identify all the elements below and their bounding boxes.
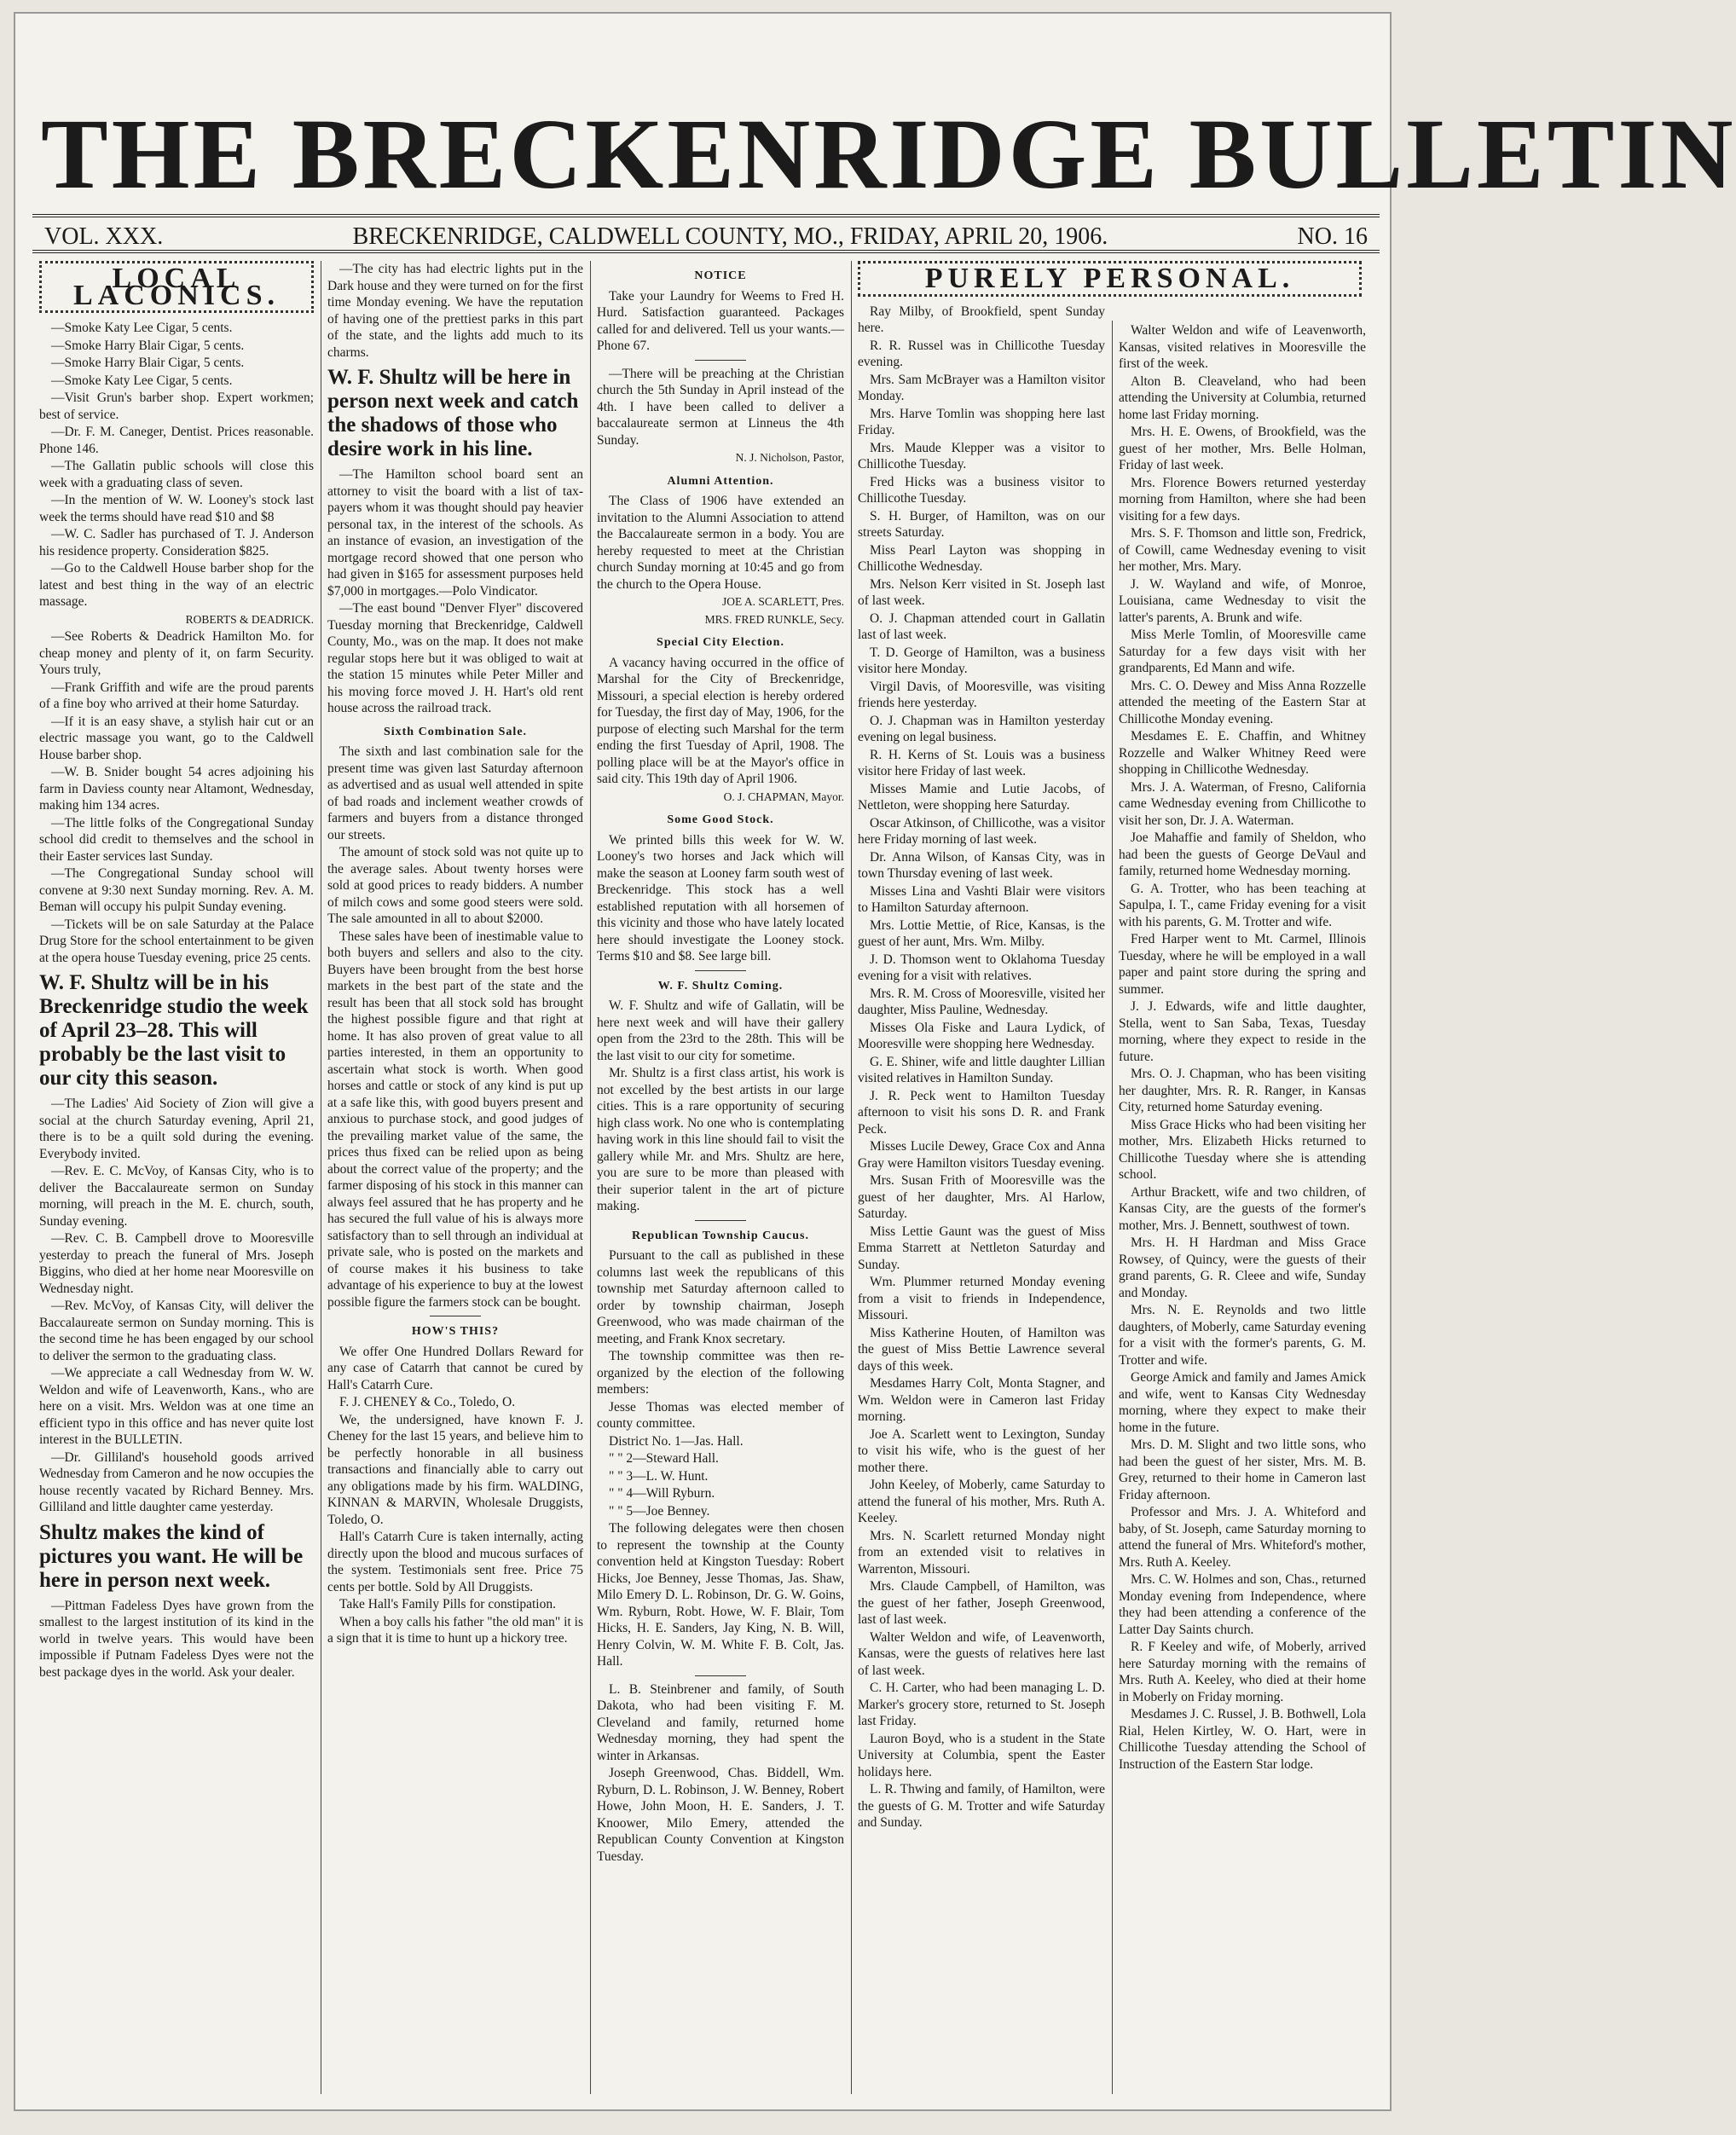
- personal-item: Joe Mahaffie and family of Sheldon, who had been the guests of George DeVaul and family, returned home Wednesday morning.: [1119, 830, 1366, 878]
- local-item: —The Congregational Sunday school will convene at 9:30 next Sunday morning. Rev. A. M. Beman will occupy his pulpit Sunday evening.: [39, 866, 314, 914]
- local-item: —The little folks of the Congregational Sunday school did credit to themselves and the school in their Easter services last Sunday.: [39, 815, 314, 864]
- divider: [695, 970, 746, 971]
- local-item: —Go to the Caldwell House barber shop for the latest and best thing in the way of an electric massage.: [39, 561, 314, 609]
- article-paragraph: —There will be preaching at the Christian church the 5th Sunday in April instead of the 4th. I have been called to deliver a baccalaureate sermon at Linneus the 4th Sunday.: [597, 366, 844, 448]
- article-paragraph: We, the undersigned, have known F. J. Cheney for the last 15 years, and believe him to be perfectly honorable in all business transactions and financially able to carry out any obligations made by his firm. WALDING, KINNAN & MARVIN, Wholesale Druggists, Toledo, O.: [327, 1412, 583, 1527]
- article-paragraph: The township committee was then re-organized by the election of the following members:: [597, 1349, 844, 1397]
- personal-item: Fred Harper went to Mt. Carmel, Illinois Tuesday, where he will be employed in a wall paper and paint store during the spring and summer.: [1119, 932, 1366, 997]
- personal-item: Virgil Davis, of Mooresville, was visiting friends here yesterday.: [858, 679, 1105, 710]
- personal-item: Professor and Mrs. J. A. Whiteford and baby, of St. Joseph, came Saturday morning to attend the funeral of Mrs. Whiteford's mother, Mrs. Ruth A. Keeley.: [1119, 1505, 1366, 1570]
- local-item: —The Ladies' Aid Society of Zion will give a social at the church Saturday evening, April 21, there is to be a quilt sold during the evening. Everybody invited.: [39, 1096, 314, 1161]
- local-item: —Smoke Harry Blair Cigar, 5 cents.: [51, 338, 245, 353]
- local-item: —The east bound "Denver Flyer" discovered Tuesday morning that Breckenridge, Caldwell County, Mo., was on the map. It does not make regular stops here but it was obliged to wait at the station 15 minutes while Peter Miller and his moving force moved J. H. Hart's old rent house across the railroad track.: [327, 601, 583, 715]
- issue-number-label: NO. 16: [1297, 223, 1368, 250]
- personal-item: Mesdames E. E. Chaffin, and Whitney Rozzelle and Walker Whitney Reed were shopping in Chillicothe Wednesday.: [1119, 729, 1366, 777]
- signature: N. J. Nicholson, Pastor,: [735, 451, 844, 464]
- signature: ROBERTS & DEADRICK.: [185, 612, 314, 626]
- personal-item: Mrs. C. O. Dewey and Miss Anna Rozzelle attended the meeting of the Eastern Star at Chillicothe Monday evening.: [1119, 678, 1366, 726]
- local-item: —Tickets will be on sale Saturday at the Palace Drug Store for the school entertainment to be given at the opera house Tuesday evening, price 25 cents.: [39, 917, 314, 965]
- local-item: —If it is an easy shave, a stylish hair cut or an electric massage you want, go to the Caldwell House barber shop.: [39, 714, 314, 762]
- personal-item: Mrs. J. A. Waterman, of Fresno, California came Wednesday evening from Chillicothe to visit her son, Dr. J. A. Waterman.: [1119, 779, 1366, 828]
- article-paragraph: Mr. Shultz is a first class artist, his work is not excelled by the best artists in our large cities. This is a rare opportunity of securing high class work. No one who is contemplating having work in this line should fail to visit the gallery while Mr. and Mrs. Shultz are here, you are sure to be more than pleased with their superior talent in the art of picture making.: [597, 1066, 844, 1213]
- personal-item: Mrs. Florence Bowers returned yesterday morning from Hamilton, where she had been visiting for a few days.: [1119, 475, 1366, 524]
- col5-paragraphs: [1119, 322, 1366, 1773]
- article-paragraph: Joseph Greenwood, Chas. Biddell, Wm. Ryburn, D. L. Robinson, J. W. Benney, Robert Howe, John Moon, H. E. Sanders, J. T. Knoower, Milo Emery, attended the Republican County Convention at Kingston Tuesday.: [597, 1766, 844, 1864]
- personal-item: Walter Weldon and wife, of Leavenworth, Kansas, were the guests of relatives here last of last week.: [858, 1629, 1105, 1678]
- personal-item: Lauron Boyd, who is a student in the State University at Columbia, spent the Easter holidays here.: [858, 1731, 1105, 1779]
- personal-item: Mrs. Nelson Kerr visited in St. Joseph last of last week.: [858, 576, 1105, 608]
- personal-item: Mrs. S. F. Thomson and little son, Fredrick, of Cowill, came Wednesday evening to visit her mother, Mrs. Mary.: [1119, 526, 1366, 574]
- dateline: [32, 214, 1380, 253]
- local-item: —Rev. E. C. McVoy, of Kansas City, who is to deliver the Baccalaureate sermon on Sunday morning, will preach in the M. E. church, south, Sunday evening.: [39, 1164, 314, 1229]
- purely-personal-heading: PURELY PERSONAL.: [858, 261, 1362, 297]
- personal-item: Mrs. H. H Hardman and Miss Grace Rowsey, of Quincy, were the guests of their grand parents, G. R. Cleee and wife, Sunday and Monday.: [1119, 1235, 1366, 1300]
- col1-paragraphs: [39, 320, 314, 1681]
- personal-item: R. F Keeley and wife, of Moberly, arrived here Saturday morning with the remains of Mrs. Ruth A. Keeley, who died at their home in Moberly on Friday morning.: [1119, 1640, 1366, 1704]
- personal-item: Fred Hicks was a business visitor to Chillicothe Tuesday.: [858, 474, 1105, 506]
- local-item: —Frank Griffith and wife are the proud parents of a fine boy who arrived at their home Saturday.: [39, 680, 314, 711]
- personal-item: R. R. Russel was in Chillicothe Tuesday evening.: [858, 338, 1105, 369]
- shultz-ad: W. F. Shultz will be here in person next week and catch the shadows of those who desire work in his line.: [327, 366, 579, 460]
- district-line: " " 2—Steward Hall.: [609, 1451, 719, 1466]
- local-item: —Rev. McVoy, of Kansas City, will deliver the Baccalaureate sermon on Sunday morning. This is the second time he has been engaged by our school to deliver the sermon to the graduating class.: [39, 1299, 314, 1363]
- personal-item: Walter Weldon and wife of Leavenworth, Kansas, visited relatives in Mooresville the first of the week.: [1119, 323, 1366, 371]
- section-heading: Special City Election.: [657, 636, 784, 649]
- personal-item: Mrs. C. W. Holmes and son, Chas., returned Monday evening from Independence, where they had been attending a conference of the Latter Day Saints church.: [1119, 1572, 1366, 1637]
- col2-paragraphs: [327, 261, 583, 1647]
- personal-item: R. H. Kerns of St. Louis was a business visitor here Friday of last week.: [858, 747, 1105, 778]
- personal-item: L. R. Thwing and family, of Hamilton, were the guests of G. M. Trotter and wife Saturday and Sunday.: [858, 1782, 1105, 1830]
- district-line: " " 5—Joe Benney.: [609, 1503, 710, 1519]
- local-item: —We appreciate a call Wednesday from W. W. Weldon and wife of Leavenworth, Kans., who are here on a visit. Mrs. Weldon was at one time an efficient typo in this office and has never quite lost interest in the BULLETIN.: [39, 1366, 314, 1447]
- local-item: —Smoke Katy Lee Cigar, 5 cents.: [51, 373, 233, 388]
- personal-item: Alton B. Cleaveland, who had been attending the University at Columbia, returned home last Friday morning.: [1119, 373, 1366, 422]
- column-rule: [590, 261, 591, 2094]
- article-paragraph: F. J. CHENEY & Co., Toledo, O.: [339, 1395, 516, 1409]
- article-paragraph: The Class of 1906 have extended an invitation to the Alumni Association to attend the Baccalaureate sermon in a body. You are hereby requested to meet at the Christian church Sunday morning at 10:45 and go from the church to the Opera House.: [597, 494, 844, 592]
- volume-label: VOL. XXX.: [44, 223, 164, 250]
- local-item: —Dr. F. M. Caneger, Dentist. Prices reasonable. Phone 146.: [39, 425, 314, 456]
- column-rule: [851, 261, 852, 2094]
- personal-item: Misses Lina and Vashti Blair were visitors to Hamilton Saturday afternoon.: [858, 883, 1105, 915]
- divider: [695, 1675, 746, 1676]
- article-paragraph: Jesse Thomas was elected member of county committee.: [597, 1399, 844, 1431]
- personal-item: J. W. Wayland and wife, of Monroe, Louisiana, came Wednesday to visit the latter's parents, A. Brunk and wife.: [1119, 576, 1366, 625]
- signature: MRS. FRED RUNKLE, Secy.: [704, 612, 844, 626]
- personal-item: T. D. George of Hamilton, was a business visitor here Monday.: [858, 645, 1105, 676]
- local-item: —Smoke Katy Lee Cigar, 5 cents.: [51, 321, 233, 335]
- article-paragraph: Pursuant to the call as published in these columns last week the republicans of this township met Saturday afternoon called to order by township chairman, Joseph Greenwood, who was made chairman of the meeting, and Frank Knox secretary.: [597, 1248, 844, 1346]
- article-paragraph: The sixth and last combination sale for the present time was given last Saturday afternoon as advertised and as usual well attended in spite of bad roads and inclement weather crowds of farmers and buyers from a distance thronged our streets.: [327, 744, 583, 842]
- personal-item: Mrs. Maude Klepper was a visitor to Chillicothe Tuesday.: [858, 440, 1105, 472]
- personal-item: O. J. Chapman was in Hamilton yesterday evening on legal business.: [858, 713, 1105, 744]
- local-item: —W. C. Sadler has purchased of T. J. Anderson his residence property. Consideration $825.: [39, 527, 314, 558]
- section-heading: Some Good Stock.: [667, 813, 774, 826]
- local-item: —The Gallatin public schools will close this week with a graduating class of seven.: [39, 459, 314, 490]
- personal-item: Mrs. N. Scarlett returned Monday night from an extended visit to relatives in Warrenton, Missouri.: [858, 1528, 1105, 1577]
- local-item: —Dr. Gilliland's household goods arrived Wednesday from Cameron and he now occupies the house recently vacated by Richard Benney. Mrs. Gilliland and little daughter came yesterday.: [39, 1449, 314, 1514]
- local-item: —Smoke Harry Blair Cigar, 5 cents.: [51, 356, 245, 370]
- article-paragraph: The amount of stock sold was not quite up to the average sales. About twenty horses were sold at good prices to ready bidders. A number of milch cows and some good steers were sold. The sale amounted in all to about $2000.: [327, 845, 583, 926]
- local-item: —The city has had electric lights put in the Dark house and they were turned on for the first time Monday evening. We have the reputation of having one of the prettiest parks in this part of the state, and the lights add much to its charms.: [327, 262, 583, 360]
- masthead-title: THE BRECKENRIDGE BULLETIN: [41, 98, 1736, 210]
- personal-item: C. H. Carter, who had been managing L. D. Marker's grocery store, returned to St. Joseph last Friday.: [858, 1681, 1105, 1728]
- personal-item: Miss Grace Hicks who had been visiting her mother, Mrs. Elizabeth Hicks returned to Chillicothe Tuesday where she is attending school.: [1119, 1117, 1366, 1182]
- personal-item: Arthur Brackett, wife and two children, of Kansas City, are the guests of the former's mother, Mrs. J. Bennett, southwest of town.: [1119, 1184, 1366, 1233]
- divider: [695, 360, 746, 361]
- personal-item: G. A. Trotter, who has been teaching at Sapulpa, I. T., came Friday evening for a visit with his parents, G. M. Trotter and wife.: [1119, 881, 1366, 929]
- district-line: " " 4—Will Ryburn.: [609, 1486, 715, 1501]
- column-3: [597, 261, 844, 2094]
- local-item: —Rev. C. B. Campbell drove to Mooresville yesterday to preach the funeral of Mrs. Joseph Biggins, who died at her home near Mooresville on Wednesday night.: [39, 1231, 314, 1296]
- personal-item: Mrs. N. E. Reynolds and two little daughters, of Moberly, came Saturday evening for a visit with the former's parents, G. M. Trotter and wife.: [1119, 1303, 1366, 1368]
- shultz-ad: Shultz makes the kind of pictures you want. He will be here in person next week.: [39, 1520, 304, 1592]
- article-paragraph: We printed bills this week for W. W. Looney's two horses and Jack which will make the season at Looney farm south west of Breckenridge. This stock has a well established reputation with all horsemen of this vicinity and those who have lately located here should investigate the Looney stock. Terms $10 and $8. See large bill.: [597, 832, 844, 963]
- personal-item: Oscar Atkinson, of Chillicothe, was a visitor here Friday morning of last week.: [858, 815, 1105, 847]
- personal-item: George Amick and family and James Amick and wife, went to Kansas City Wednesday morning, where they expect to make their home in the future.: [1119, 1370, 1366, 1435]
- personal-item: Misses Mamie and Lutie Jacobs, of Nettleton, were shopping here Saturday.: [858, 781, 1105, 813]
- article-paragraph: W. F. Shultz and wife of Gallatin, will be here next week and will have their gallery open from the 23rd to the 28th. This will be the last visit to our city for sometime.: [597, 998, 844, 1063]
- personal-item: Mrs. Sam McBrayer was a Hamilton visitor Monday.: [858, 372, 1105, 403]
- article-paragraph: A vacancy having occurred in the office of Marshal for the City of Breckenridge, Missouri, a special election is hereby ordered for Tuesday, the first day of May, 1906, for the purpose of electing such Marshal for the term ending the first Tuesday of April, 1908. The polling place will be at the Mayor's office in said city. This 19th day of April 1906.: [597, 655, 844, 786]
- shultz-ad: W. F. Shultz will be in his Breckenridge studio the week of April 23–28. This will probably be the last visit to our city this season.: [39, 971, 309, 1090]
- personal-item: Miss Katherine Houten, of Hamilton was the guest of Miss Bettie Lawrence several days of this week.: [858, 1325, 1105, 1374]
- signature: JOE A. SCARLETT, Pres.: [721, 595, 844, 608]
- personal-item: J. R. Peck went to Hamilton Tuesday afternoon to visit his sons D. R. and Frank Peck.: [858, 1088, 1105, 1137]
- personal-item: Mesdames Harry Colt, Monta Stagner, and Wm. Weldon were in Cameron last Friday morning.: [858, 1376, 1105, 1424]
- newspaper-page: [14, 12, 1736, 2111]
- personal-item: John Keeley, of Moberly, came Saturday to attend the funeral of his mother, Mrs. Ruth A. Keeley.: [858, 1478, 1105, 1525]
- personal-item: Misses Lucile Dewey, Grace Cox and Anna Gray were Hamilton visitors Tuesday evening.: [858, 1139, 1105, 1171]
- local-item: —In the mention of W. W. Looney's stock last week the terms should have read $10 and $8: [39, 493, 314, 524]
- local-item: —Pittman Fadeless Dyes have grown from the smallest to the largest institution of its kind in the world in twelve years. This would have been impossible if Putnam Fadeless Dyes were not the best package dyes in the world. Ask your dealer.: [39, 1598, 314, 1680]
- local-item: —Visit Grun's barber shop. Expert workmen; best of service.: [39, 391, 314, 422]
- district-line: District No. 1—Jas. Hall.: [609, 1433, 744, 1449]
- personal-item: Miss Pearl Layton was shopping in Chillicothe Wednesday.: [858, 542, 1105, 574]
- personal-item: Mrs. H. E. Owens, of Brookfield, was the guest of her mother, Mrs. Belle Holman, Friday of last week.: [1119, 425, 1366, 472]
- column-rule: [1112, 321, 1113, 2094]
- col3-paragraphs: [597, 268, 844, 1865]
- personal-item: Mrs. D. M. Slight and two little sons, who had been the guest of her sister, Mrs. M. B. Grey, returned to their home in Cameron last Friday afternoon.: [1119, 1438, 1366, 1502]
- personal-item: Wm. Plummer returned Monday evening from a visit to friends in Independence, Missouri.: [858, 1275, 1105, 1322]
- personal-item: Mrs. Susan Frith of Mooresville was the guest of her daughter, Mrs. Al Harlow, Saturday.: [858, 1173, 1105, 1221]
- local-item: —W. B. Snider bought 54 acres adjoining his farm in Daviess county near Altamont, Wednesday, making him 134 acres.: [39, 765, 314, 813]
- personal-item: J. D. Thomson went to Oklahoma Tuesday evening for a visit with relatives.: [858, 952, 1105, 983]
- article-paragraph: Take your Laundry for Weems to Fred H. Hurd. Satisfaction guaranteed. Packages called for and delivered. Tell us your wants.—Phone 67.: [597, 288, 844, 353]
- section-heading: Alumni Attention.: [667, 474, 774, 488]
- column-2: [327, 261, 583, 2094]
- local-item: —The Hamilton school board sent an attorney to visit the board with a list of tax-payers whom it was thought should pay heavier personal tax, in the interest of the schools. As an instance of evasion, an investigation of the mortgage record showed that one person who had given in $165 for assessment purposes held $7,000 in mortgages.—Polo Vindicator.: [327, 467, 583, 599]
- personal-item: Mrs. O. J. Chapman, who has been visiting her daughter, Mrs. R. R. Ranger, in Kansas City, returned home Saturday evening.: [1119, 1067, 1366, 1114]
- article-paragraph: We offer One Hundred Dollars Reward for any case of Catarrh that cannot be cured by Hall's Catarrh Cure.: [327, 1344, 583, 1392]
- section-heading: Sixth Combination Sale.: [383, 725, 528, 738]
- place-date-label: BRECKENRIDGE, CALDWELL COUNTY, MO., FRIDAY, APRIL 20, 1906.: [352, 223, 1108, 250]
- article-paragraph: Take Hall's Family Pills for constipation.: [339, 1597, 556, 1611]
- personal-item: Miss Merle Tomlin, of Mooresville came Saturday for a few days visit with her grandparents, Ed Mann and wife.: [1119, 628, 1366, 675]
- column-5: [1119, 322, 1366, 2094]
- personal-item: Misses Ola Fiske and Laura Lydick, of Mooresville were shopping here Wednesday.: [858, 1020, 1105, 1051]
- personal-item: Mrs. Harve Tomlin was shopping here last Friday.: [858, 406, 1105, 437]
- personal-item: Ray Milby, of Brookfield, spent Sunday here.: [858, 304, 1105, 335]
- personal-item: O. J. Chapman attended court in Gallatin last of last week.: [858, 610, 1105, 642]
- article-paragraph: These sales have been of inestimable value to both buyers and sellers and also to the city. Buyers have been brought from the best horse markets in the best part of the state and the result has been that all stock sold has brought the highest possible figure and that right at home. It has also proven of great value to all parties interested, in them an opportunity to ascertain what stock is worth. When good horses and cattle or stock of any kind is put up at a safe like this, with good buyers present and anxious to purchase stock, and good judges of the prevailing market value of the same, the prices thus fixed can be relied upon as being about the correct value of the property; and the farmer disposing of his stock in this manner can always feel assured that he has property and he has secured the full value of his is always more satisfactory than to sell through an individual at private sale, who is posted on the markets and of course makes it his business to take advantage of his experience to buy at the lowest possible figure the farmers stock can be bought.: [327, 929, 583, 1310]
- district-line: " " 3—L. W. Hunt.: [609, 1468, 709, 1484]
- local-item: —See Roberts & Deadrick Hamilton Mo. for cheap money and plenty of it, on farm Security. Yours truly,: [39, 629, 314, 677]
- personal-item: Mrs. R. M. Cross of Mooresville, visited her daughter, Miss Pauline, Wednesday.: [858, 986, 1105, 1017]
- article-paragraph: L. B. Steinbrener and family, of South Dakota, who had been visiting F. M. Cleveland and family, returned home Wednesday morning, they had spent the winter in Arkansas.: [597, 1681, 844, 1763]
- personal-item: Dr. Anna Wilson, of Kansas City, was in town Thursday evening of last week.: [858, 849, 1105, 881]
- article-paragraph: The following delegates were then chosen to represent the township at the County convention held at Kingston Tuesday: Robert Hicks, Joe Benney, Jesse Thomas, Jas. Shaw, Milo Emery D. L. Robinson, Dr. G. W. Goins, Wm. Ryburn, Robt. Howe, W. F. Blair, Tom Hicks, H. E. Sanders, Jay King, N. B. Will, Henry Colvin, W. M. White F. B. Colt, Jas. Hall.: [597, 1521, 844, 1669]
- personal-item: Joe A. Scarlett went to Lexington, Sunday to visit his wife, who is the guest of her mother there.: [858, 1426, 1105, 1475]
- column-1: [39, 261, 314, 2094]
- section-heading: Republican Township Caucus.: [632, 1229, 809, 1242]
- section-heading: NOTICE: [694, 269, 747, 282]
- article-paragraph: When a boy calls his father "the old man" it is a sign that it is time to hunt up a hickory tree.: [327, 1614, 583, 1646]
- section-heading: W. F. Shultz Coming.: [657, 979, 784, 992]
- personal-item: Mrs. Claude Campbell, of Hamilton, was the guest of her father, Joseph Greenwood, last of last week.: [858, 1579, 1105, 1627]
- col4-paragraphs: [858, 304, 1105, 1831]
- local-laconics-heading: LOCAL LACONICS.: [39, 261, 314, 313]
- signature: O. J. CHAPMAN, Mayor.: [723, 790, 844, 803]
- personal-item: Miss Lettie Gaunt was the guest of Miss Emma Starrett at Nettleton Saturday and Sunday.: [858, 1224, 1105, 1272]
- personal-item: Mrs. Lottie Mettie, of Rice, Kansas, is the guest of her aunt, Mrs. Wm. Milby.: [858, 917, 1105, 949]
- personal-item: Mesdames J. C. Russel, J. B. Bothwell, Lola Rial, Helen Kirtley, W. O. Hart, were in Chillicothe Tuesday attending the School of Instruction of the Eastern Star lodge.: [1119, 1707, 1366, 1772]
- divider: [695, 1220, 746, 1221]
- personal-item: S. H. Burger, of Hamilton, was on our streets Saturday.: [858, 508, 1105, 540]
- article-paragraph: Hall's Catarrh Cure is taken internally, acting directly upon the blood and mucous surfaces of the system. Testimonials sent free. Price 75 cents per bottle. Sold by All Druggists.: [327, 1530, 583, 1594]
- section-heading: HOW'S THIS?: [411, 1325, 500, 1338]
- personal-item: J. J. Edwards, wife and little daughter, Stella, went to San Saba, Texas, Tuesday morning, where they expect to reside in the future.: [1119, 999, 1366, 1064]
- personal-item: G. E. Shiner, wife and little daughter Lillian visited relatives in Hamilton Sunday.: [858, 1054, 1105, 1085]
